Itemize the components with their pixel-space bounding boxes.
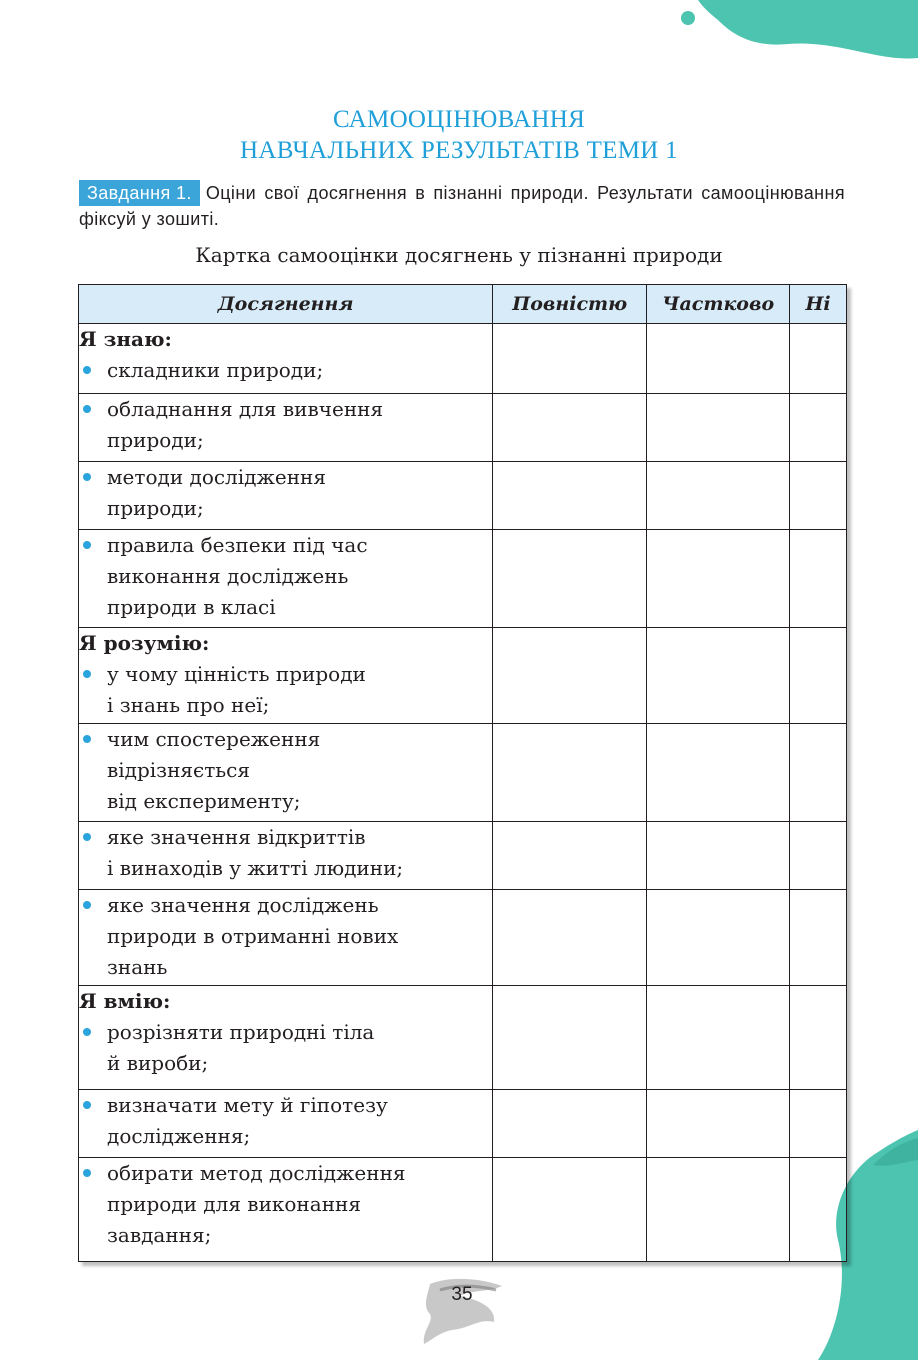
cell-no[interactable] bbox=[790, 890, 847, 986]
bullet-icon bbox=[83, 1101, 91, 1109]
item-line: дослідження; bbox=[107, 1124, 251, 1148]
bullet-icon bbox=[83, 366, 91, 374]
cell-fully[interactable] bbox=[493, 628, 647, 724]
cell-no[interactable] bbox=[790, 324, 847, 394]
cell-partially[interactable] bbox=[647, 724, 790, 822]
cell-partially[interactable] bbox=[647, 986, 790, 1090]
item-line: знань bbox=[107, 955, 168, 979]
cell-partially[interactable] bbox=[647, 1090, 790, 1158]
table-row bbox=[79, 1158, 847, 1262]
group-label-can: Я вмію: bbox=[79, 989, 171, 1013]
achievement-cell bbox=[79, 324, 493, 394]
task-instruction bbox=[79, 180, 845, 232]
cell-partially[interactable] bbox=[647, 628, 790, 724]
cell-no[interactable] bbox=[790, 394, 847, 462]
cell-fully[interactable] bbox=[493, 822, 647, 890]
item-line: від експерименту; bbox=[107, 789, 301, 813]
list-item bbox=[79, 1017, 492, 1079]
cell-fully[interactable] bbox=[493, 724, 647, 822]
item-line: завдання; bbox=[107, 1223, 212, 1247]
bullet-icon bbox=[83, 901, 91, 909]
cell-no[interactable] bbox=[790, 462, 847, 530]
cell-fully[interactable] bbox=[493, 986, 647, 1090]
item-line: відрізняється bbox=[107, 758, 250, 782]
task-text: Оціни свої досягнення в пізнанні природи. Результати самооцінювання фіксуй у зошиті. bbox=[79, 183, 845, 229]
achievement-cell bbox=[79, 822, 493, 890]
list-item bbox=[79, 462, 492, 524]
cell-fully[interactable] bbox=[493, 1158, 647, 1262]
list-item bbox=[79, 724, 492, 817]
cell-fully[interactable] bbox=[493, 530, 647, 628]
page-number-brush-icon bbox=[410, 1270, 520, 1350]
list-item bbox=[79, 394, 492, 456]
cell-fully[interactable] bbox=[493, 394, 647, 462]
cell-partially[interactable] bbox=[647, 462, 790, 530]
achievement-cell bbox=[79, 890, 493, 986]
achievement-cell bbox=[79, 1158, 493, 1262]
header-achievement: Досягнення bbox=[79, 285, 493, 324]
bullet-icon bbox=[83, 735, 91, 743]
item-line: обладнання для вивчення bbox=[107, 397, 384, 421]
cell-no[interactable] bbox=[790, 1090, 847, 1158]
item-line: і знань про неї; bbox=[107, 693, 270, 717]
achievement-cell bbox=[79, 986, 493, 1090]
item-line: правила безпеки під час bbox=[107, 533, 368, 557]
item-line: розрізняти природні тіла bbox=[107, 1020, 375, 1044]
header-fully: Повністю bbox=[493, 285, 647, 324]
bullet-icon bbox=[83, 833, 91, 841]
cell-partially[interactable] bbox=[647, 1158, 790, 1262]
table-caption: Картка самооцінки досягнень у пізнанні природи bbox=[195, 243, 723, 267]
header-no: Ні bbox=[790, 285, 847, 324]
achievement-cell bbox=[79, 394, 493, 462]
item-line: визначати мету й гіпотезу bbox=[107, 1093, 388, 1117]
header-partially: Частково bbox=[647, 285, 790, 324]
bullet-icon bbox=[83, 405, 91, 413]
item-line: складники природи; bbox=[107, 358, 324, 382]
bullet-icon bbox=[83, 670, 91, 678]
list-item bbox=[79, 659, 492, 721]
item-line: і винаходів у житті людини; bbox=[107, 856, 404, 880]
item-line: обирати метод дослідження bbox=[107, 1161, 406, 1185]
table-row bbox=[79, 462, 847, 530]
table-row bbox=[79, 628, 847, 724]
item-line: яке значення відкриттів bbox=[107, 825, 366, 849]
item-line: й вироби; bbox=[107, 1051, 209, 1075]
table-row bbox=[79, 822, 847, 890]
page-number: 35 bbox=[451, 1284, 473, 1305]
item-line: природи; bbox=[107, 428, 204, 452]
cell-fully[interactable] bbox=[493, 324, 647, 394]
table-row bbox=[79, 1090, 847, 1158]
table-header-row bbox=[79, 285, 847, 324]
cell-no[interactable] bbox=[790, 530, 847, 628]
cell-no[interactable] bbox=[790, 628, 847, 724]
cell-no[interactable] bbox=[790, 724, 847, 822]
cell-partially[interactable] bbox=[647, 890, 790, 986]
achievement-cell bbox=[79, 724, 493, 822]
cell-partially[interactable] bbox=[647, 822, 790, 890]
item-line: яке значення досліджень bbox=[107, 893, 379, 917]
list-item bbox=[79, 1158, 492, 1251]
item-line: методи дослідження bbox=[107, 465, 326, 489]
cell-partially[interactable] bbox=[647, 530, 790, 628]
cell-partially[interactable] bbox=[647, 324, 790, 394]
task-badge: Завдання 1. bbox=[79, 180, 200, 206]
list-item bbox=[79, 890, 492, 983]
table-row bbox=[79, 890, 847, 986]
bullet-icon bbox=[83, 1028, 91, 1036]
page-title bbox=[0, 104, 918, 166]
table-row bbox=[79, 394, 847, 462]
group-label-understand: Я розумію: bbox=[79, 631, 210, 655]
table-row bbox=[79, 324, 847, 394]
self-assessment-table bbox=[78, 284, 847, 1262]
page-title-line-2: НАВЧАЛЬНИХ РЕЗУЛЬТАТІВ ТЕМИ 1 bbox=[240, 137, 678, 164]
achievement-cell bbox=[79, 628, 493, 724]
table-row bbox=[79, 530, 847, 628]
cell-fully[interactable] bbox=[493, 462, 647, 530]
item-line: природи для виконання bbox=[107, 1192, 361, 1216]
list-item bbox=[79, 355, 492, 386]
bullet-icon bbox=[83, 1169, 91, 1177]
table-row bbox=[79, 986, 847, 1090]
table-row bbox=[79, 724, 847, 822]
cell-no[interactable] bbox=[790, 822, 847, 890]
item-line: у чому цінність природи bbox=[107, 662, 366, 686]
achievement-cell bbox=[79, 1090, 493, 1158]
cell-partially[interactable] bbox=[647, 394, 790, 462]
item-line: природи в отриманні нових bbox=[107, 924, 399, 948]
achievement-cell bbox=[79, 530, 493, 628]
cell-no[interactable] bbox=[790, 986, 847, 1090]
item-line: чим спостереження bbox=[107, 727, 321, 751]
group-label-know: Я знаю: bbox=[79, 327, 172, 351]
bullet-icon bbox=[83, 473, 91, 481]
list-item bbox=[79, 822, 492, 884]
achievement-cell bbox=[79, 462, 493, 530]
item-line: природи в класі bbox=[107, 595, 276, 619]
list-item bbox=[79, 1090, 492, 1152]
cell-no[interactable] bbox=[790, 1158, 847, 1262]
cell-fully[interactable] bbox=[493, 1090, 647, 1158]
cell-fully[interactable] bbox=[493, 890, 647, 986]
item-line: виконання досліджень bbox=[107, 564, 349, 588]
page-title-line-1: САМООЦІНЮВАННЯ bbox=[332, 106, 586, 133]
item-line: природи; bbox=[107, 496, 204, 520]
decorative-wave-top bbox=[658, 0, 918, 70]
bullet-icon bbox=[83, 541, 91, 549]
list-item bbox=[79, 530, 492, 623]
